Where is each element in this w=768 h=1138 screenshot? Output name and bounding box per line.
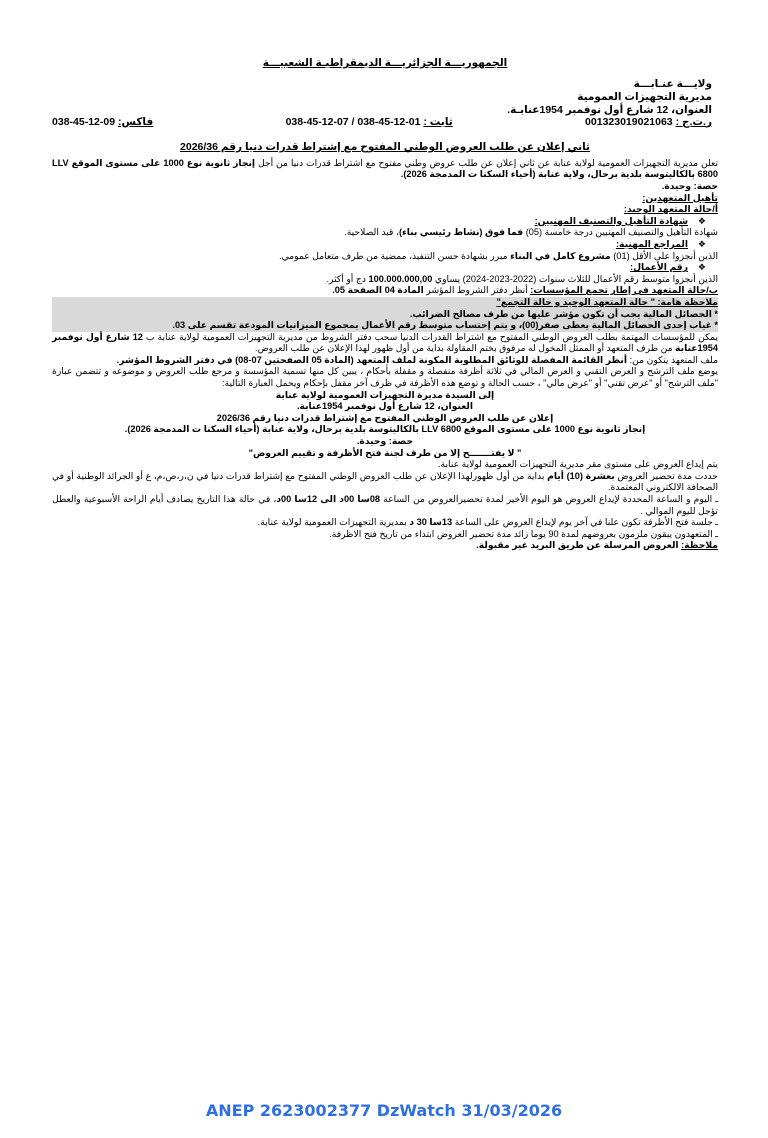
preparation-period	[52, 471, 718, 494]
intro-paragraph	[52, 158, 718, 181]
cert-tail: ، قيد الصلاحية.	[344, 227, 399, 238]
important-note-subject: " حالة المتعهد الوحيد و حالة التجمع"	[496, 296, 658, 307]
cert-paragraph	[52, 227, 718, 239]
nif-block	[585, 117, 712, 129]
turnover-text: الذين أنجزوا متوسط رقم الأعمال للثلاث سنوات (2022-2023-2024) يساوي	[432, 273, 718, 284]
republic-heading: الجمهوريـــة الجزائريـــة الديمقراطيـة الشعبيـــة	[262, 57, 508, 69]
opening-tail: بمديرية التجهيزات العمومية لولاية عنابة.	[257, 517, 410, 528]
case-b-heading: ب/حالة المتعهد في إطار تجمع المؤسسات:	[530, 285, 718, 296]
important-note-box	[52, 297, 718, 332]
fax-label: فاكس:	[117, 115, 154, 128]
important-note-label: ملاحظة هامة:	[657, 296, 718, 307]
organization-block	[52, 78, 712, 117]
bidder-file-text: ملف المتعهد يتكون من:	[627, 354, 718, 365]
opening-text: ـ جلسة فتح الأظرفة تكون علنا في آخر يوم لإيداع العروض على الساعة	[452, 517, 718, 528]
envelope-line-5: حصة: وحيدة.	[356, 436, 414, 447]
case-a-heading: أ/حالة المتعهد الوحيد:	[623, 204, 718, 215]
bidder-file-paragraph	[52, 355, 718, 367]
case-b-bold: المادة 04 الصفحة 05.	[332, 285, 424, 296]
nif-label: ر.ت.ج :	[675, 115, 712, 128]
qualification-heading: تأهيل المتعهدين:	[642, 192, 718, 203]
opening-hour: 13سا 30 د	[409, 517, 453, 528]
lot-line: حصة: وحيدة.	[661, 180, 718, 191]
envelope-line-6: " لا يفتـــــــح إلا من طرف لجنة فتح الأظرفة و تقييم العروض"	[248, 447, 522, 458]
refs-bold: مشروع كامل في البناء	[510, 250, 611, 261]
preparation-tail: بداية من أول ظهورلهذا الإعلان عن طلب العروض الوطني المفتوح مع إشتراط قدرات دنيا في ن،ر،ص،م، ع أو الجرائد الوطنية أو في الصحافة الالكتروني المعتمدة.	[52, 470, 718, 493]
refs-text: الذين أنجزوا على الأقل (01)	[610, 250, 718, 261]
bidder-file-bold: أنظر القائمة المفصلة للوثائق المطلوبة المكونة لملف المتعهد (المادة 05 الصفحتين 07-08) في دفتر الشروط المؤشر.	[116, 354, 628, 365]
case-b-paragraph	[52, 285, 718, 297]
validity-period: ـ المتعهدون يبقون ملزمون بعروضهم لمدة 90 يوما زائد مدة تحضير العروض ابتداء من تاريخ فتح الاظرفة.	[329, 528, 718, 539]
deposit-time-tail: ، في حالة هذا التاريخ يصادف أيام الراحة الأسبوعية والعطل تؤجل لليوم الموالي .	[52, 494, 718, 516]
envelopes-paragraph: يوضع ملف الترشح و العرض التقني و العرض المالي في ثلاثة أظرفة منفصلة و مقفلة بأحكام ، يبين كل منها تسمية المؤسسة و مرجع طلب العروض و موضوعه و تتضمن عبارة "ملف الترشح" أو "عرض تقني" أو "عرض مالي" ، حسب الحالة و توضع هذه الأظرفة في ظرف آخر مقفل بإحكام ويحمل العبارة التالية:	[52, 366, 718, 389]
envelope-line-3: إعلان عن طلب العروض الوطني المفتوح مع إشتراط قدرات دنيا رقم 2026/36	[216, 412, 554, 423]
withdrawal-address: 12 شارع أول نوفمبر 1954عنابة	[52, 331, 718, 354]
turnover-heading: ❖ رقم الأعمال:	[52, 262, 718, 274]
announcement-page	[52, 52, 718, 552]
envelope-line-2: العنوان، 12 شارع أول نوفمبر 1954عنابة.	[296, 401, 474, 412]
phone-label: ثابت :	[423, 115, 453, 128]
envelope-label-block	[52, 390, 718, 460]
directorate-address: العنوان، 12 شارع أول نوفمبر 1954عنابـة.	[507, 103, 712, 116]
deposit-time	[52, 494, 718, 517]
phone-value: 038-45-12-07 / 038-45-12-01	[285, 115, 421, 128]
preparation-days: بعشرة (10) أيام	[547, 470, 615, 481]
intro-project: إنجاز ثانوية نوع 1000 على مستوى الموقع LLV 6800 بالكاليتوسة بلدية برحال، ولاية عنابة (أحياء السكنا ت المدمجة 2026).	[52, 157, 718, 180]
important-note-line-1: * الحصائل المالية يجب أن تكون مؤشر عليها من طرف مصالح الضرائب.	[409, 308, 718, 319]
withdrawal-text: يمكن للمؤسسات المهتمة بطلب العروض الوطني المفتوح مع اشتراط القدرات الدنيا سحب دفتر الشروط من مديرية التجهيزات العمومية لولاية عنابة ب	[142, 331, 719, 342]
nif-value: 001323019021063	[585, 115, 673, 128]
withdrawal-paragraph	[52, 332, 718, 355]
announcement-title: ثاني إعلان عن طلب العروض الوطني المفتوح مع إشتراط قدرات دنيا رقم 2026/36	[180, 141, 590, 154]
directorate-name: مديرية التجهيزات العمومية	[577, 90, 712, 103]
important-note-title	[52, 297, 718, 309]
wilaya-name: ولايـــة عنـابـــة	[633, 77, 712, 90]
important-note-line-2: * غياب إحدى الحصائل المالية يعطى صفر(00)، و يتم إحتساب متوسط رقم الأعمال بمجموع الميزانيات المودعة تقسم على 03.	[172, 320, 718, 331]
withdrawal-tail: من طرف المتعهد أو الممثل المخول له مرفوق بختم المقاولة بداية من أول ظهور لهذا الإعلان عن طلب العروض.	[255, 343, 676, 354]
phone-block	[286, 117, 453, 129]
cert-bold: فما فوق (نشاط رئيسي بناء)	[398, 227, 526, 238]
refs-paragraph	[52, 251, 718, 263]
postal-note	[52, 540, 718, 552]
fax-value: 038-45-12-09	[52, 115, 116, 128]
fax-block	[52, 117, 153, 129]
contact-row	[52, 117, 712, 129]
preparation-text: حددت مدة تحضير العروض	[614, 470, 718, 481]
postal-note-text: العروض المرسلة عن طريق البريد غير مقبولة.	[476, 540, 682, 551]
opening-session	[52, 517, 718, 529]
refs-heading: ❖ المراجع المهنية:	[52, 239, 718, 251]
deposit-hours: 08سا 00د الى 12سا 00د	[276, 494, 381, 504]
deposit-location: يتم إيداع العروض على مستوى مقر مديرية التجهيزات العمومية لولاية عنابة.	[438, 459, 718, 470]
envelope-line-4: إنجاز ثانوية نوع 1000 على مستوى الموقع LLV 6800 بالكاليتوسة بلدية برحال، ولاية عنابة (أحياء السكنا ت المدمجة 2026).	[124, 424, 646, 435]
cert-text: شهادة التأهيل والتصنيف المهنيين درجة خامسة (05)	[525, 227, 718, 238]
envelope-line-1: إلى السيدة مديرة التجهيزات العمومية لولاية عنابة	[275, 389, 495, 400]
intro-text: تعلن مديرية التجهيزات العمومية لولاية عنابة عن ثاني إعلان عن طلب عروض وطني مفتوح مع اشتراط قدرات دنيا من أجل	[255, 157, 719, 168]
refs-tail: مبرر بشهادة حسن التنفيذ، ممضية من طرف متعامل عمومي.	[279, 250, 511, 261]
deposit-time-text: ـ اليوم و الساعة المحددة لإيداع العروض هو اليوم الأخير لمدة تحضيرالعروض من الساعة	[380, 494, 719, 504]
turnover-paragraph	[52, 274, 718, 286]
turnover-amount: 100.000.000,00	[368, 273, 433, 284]
case-b-text: أنظر دفتر الشروط المؤشر	[423, 285, 531, 296]
turnover-tail: دج أو أكثر.	[326, 273, 369, 284]
postal-note-label: ملاحظة:	[681, 540, 718, 551]
anep-reference: ANEP 2623002377 DzWatch 31/03/2026	[205, 1101, 563, 1120]
cert-heading: ❖ شهادة التأهيل والتصنيف المهنيين:	[52, 216, 718, 228]
